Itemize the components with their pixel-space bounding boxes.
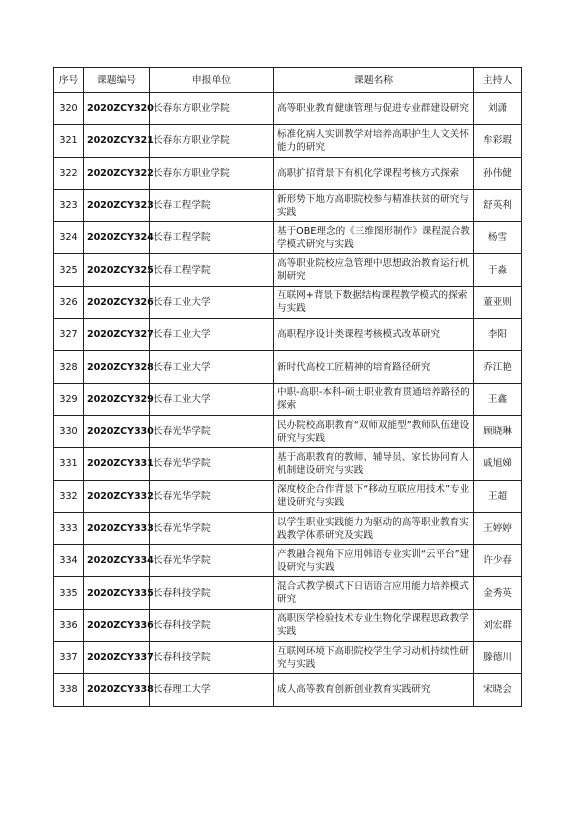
row-project-title: 基于OBE理念的《三维图形制作》课程混合教学模式研究与实践 [274,222,474,254]
row-serial-number: 335 [54,577,84,609]
row-applicant-unit: 长春光华学院 [150,448,274,480]
row-project-title: 标准化病人实训教学对培养高职护生人文关怀能力的研究 [274,125,474,157]
row-project-code: 2020ZCY320 [84,93,150,125]
table-row [54,157,522,189]
row-serial-number: 321 [54,125,84,157]
table-row [54,609,522,641]
table-header-row [54,68,522,93]
row-project-code: 2020ZCY327 [84,319,150,351]
row-project-code: 2020ZCY322 [84,157,150,189]
row-host: 舒英利 [474,189,522,221]
table-row [54,383,522,415]
row-applicant-unit: 长春光华学院 [150,480,274,512]
header-serial-number: 序号 [54,68,84,93]
table-row [54,189,522,221]
row-host: 董亚则 [474,286,522,318]
row-project-code: 2020ZCY337 [84,642,150,674]
row-host: 于淼 [474,254,522,286]
table-row [54,480,522,512]
row-applicant-unit: 长春工业大学 [150,383,274,415]
row-host: 杨雪 [474,222,522,254]
header-project-title: 课题名称 [274,68,474,93]
row-serial-number: 328 [54,351,84,383]
row-project-title: 民办院校高职教育“双师双能型”教师队伍建设研究与实践 [274,415,474,447]
row-applicant-unit: 长春科技学院 [150,609,274,641]
row-host: 牟彩瑕 [474,125,522,157]
row-serial-number: 336 [54,609,84,641]
row-applicant-unit: 长春东方职业学院 [150,125,274,157]
row-applicant-unit: 长春理工大学 [150,674,274,706]
row-serial-number: 332 [54,480,84,512]
row-serial-number: 323 [54,189,84,221]
row-applicant-unit: 长春工程学院 [150,222,274,254]
row-applicant-unit: 长春科技学院 [150,577,274,609]
row-host: 宋晓会 [474,674,522,706]
row-serial-number: 337 [54,642,84,674]
row-project-title: 产教融合视角下应用韩语专业实训“云平台”建设研究与实践 [274,545,474,577]
row-serial-number: 327 [54,319,84,351]
row-project-code: 2020ZCY326 [84,286,150,318]
row-serial-number: 330 [54,415,84,447]
row-project-title: 深度校企合作背景下“移动互联应用技术”专业建设研究与实践 [274,480,474,512]
row-applicant-unit: 长春工业大学 [150,286,274,318]
table-row [54,674,522,706]
row-host: 许少春 [474,545,522,577]
row-project-title: 高等职业院校应急管理中思想政治教育运行机制研究 [274,254,474,286]
row-project-code: 2020ZCY333 [84,512,150,544]
row-project-title: 成人高等教育创新创业教育实践研究 [274,674,474,706]
row-project-code: 2020ZCY324 [84,222,150,254]
table-row [54,642,522,674]
table-row [54,125,522,157]
table-row [54,577,522,609]
table-row [54,448,522,480]
row-project-code: 2020ZCY330 [84,415,150,447]
table-row [54,286,522,318]
row-host: 戚旭娣 [474,448,522,480]
row-project-title: 新形势下地方高职院校参与精准扶贫的研究与实践 [274,189,474,221]
row-host: 刘潇 [474,93,522,125]
row-serial-number: 338 [54,674,84,706]
row-applicant-unit: 长春工程学院 [150,189,274,221]
row-project-title: 混合式教学模式下日语语言应用能力培养模式研究 [274,577,474,609]
row-project-code: 2020ZCY338 [84,674,150,706]
header-host: 主持人 [474,68,522,93]
table-row [54,319,522,351]
row-applicant-unit: 长春工业大学 [150,351,274,383]
row-project-code: 2020ZCY334 [84,545,150,577]
row-serial-number: 325 [54,254,84,286]
row-project-title: 互联网环境下高职院校学生学习动机持续性研究与实践 [274,642,474,674]
row-project-code: 2020ZCY335 [84,577,150,609]
row-project-title: 高职扩招背景下有机化学课程考核方式探索 [274,157,474,189]
row-project-code: 2020ZCY331 [84,448,150,480]
row-project-title: 新时代高校工匠精神的培育路径研究 [274,351,474,383]
row-serial-number: 334 [54,545,84,577]
row-applicant-unit: 长春科技学院 [150,642,274,674]
row-host: 王鑫 [474,383,522,415]
header-project-code: 课题编号 [84,68,150,93]
row-applicant-unit: 长春东方职业学院 [150,93,274,125]
row-applicant-unit: 长春光华学院 [150,415,274,447]
header-applicant-unit: 申报单位 [150,68,274,93]
row-host: 顾晓琳 [474,415,522,447]
row-project-code: 2020ZCY329 [84,383,150,415]
row-project-code: 2020ZCY332 [84,480,150,512]
table-row [54,254,522,286]
row-serial-number: 322 [54,157,84,189]
row-applicant-unit: 长春工程学院 [150,254,274,286]
row-serial-number: 326 [54,286,84,318]
row-applicant-unit: 长春光华学院 [150,512,274,544]
table-row [54,222,522,254]
row-serial-number: 329 [54,383,84,415]
row-project-title: 互联网+背景下数据结构课程教学模式的探索与实践 [274,286,474,318]
row-project-title: 以学生职业实践能力为驱动的高等职业教育实践教学体系研究及实践 [274,512,474,544]
row-project-title: 高等职业教育健康管理与促进专业群建设研究 [274,93,474,125]
table-row [54,512,522,544]
row-serial-number: 333 [54,512,84,544]
row-host: 金秀英 [474,577,522,609]
row-serial-number: 324 [54,222,84,254]
row-applicant-unit: 长春东方职业学院 [150,157,274,189]
project-table [53,67,522,707]
row-host: 孙伟健 [474,157,522,189]
row-project-code: 2020ZCY336 [84,609,150,641]
row-serial-number: 331 [54,448,84,480]
table-row [54,545,522,577]
row-host: 王超 [474,480,522,512]
row-host: 李阳 [474,319,522,351]
row-project-title: 中职-高职-本科-硕士职业教育贯通培养路径的探索 [274,383,474,415]
row-project-code: 2020ZCY321 [84,125,150,157]
row-host: 乔江艳 [474,351,522,383]
row-project-code: 2020ZCY328 [84,351,150,383]
row-applicant-unit: 长春光华学院 [150,545,274,577]
row-applicant-unit: 长春工业大学 [150,319,274,351]
row-project-title: 基于高职教育的教师、辅导员、家长协同育人机制建设研究与实践 [274,448,474,480]
row-host: 刘宏群 [474,609,522,641]
table-row [54,415,522,447]
row-host: 王婷婷 [474,512,522,544]
row-project-title: 高职医学检验技术专业生物化学课程思政教学实践 [274,609,474,641]
row-host: 滕德川 [474,642,522,674]
row-project-title: 高职程序设计类课程考核模式改革研究 [274,319,474,351]
table-row [54,351,522,383]
row-project-code: 2020ZCY325 [84,254,150,286]
table-row [54,93,522,125]
row-project-code: 2020ZCY323 [84,189,150,221]
row-serial-number: 320 [54,93,84,125]
